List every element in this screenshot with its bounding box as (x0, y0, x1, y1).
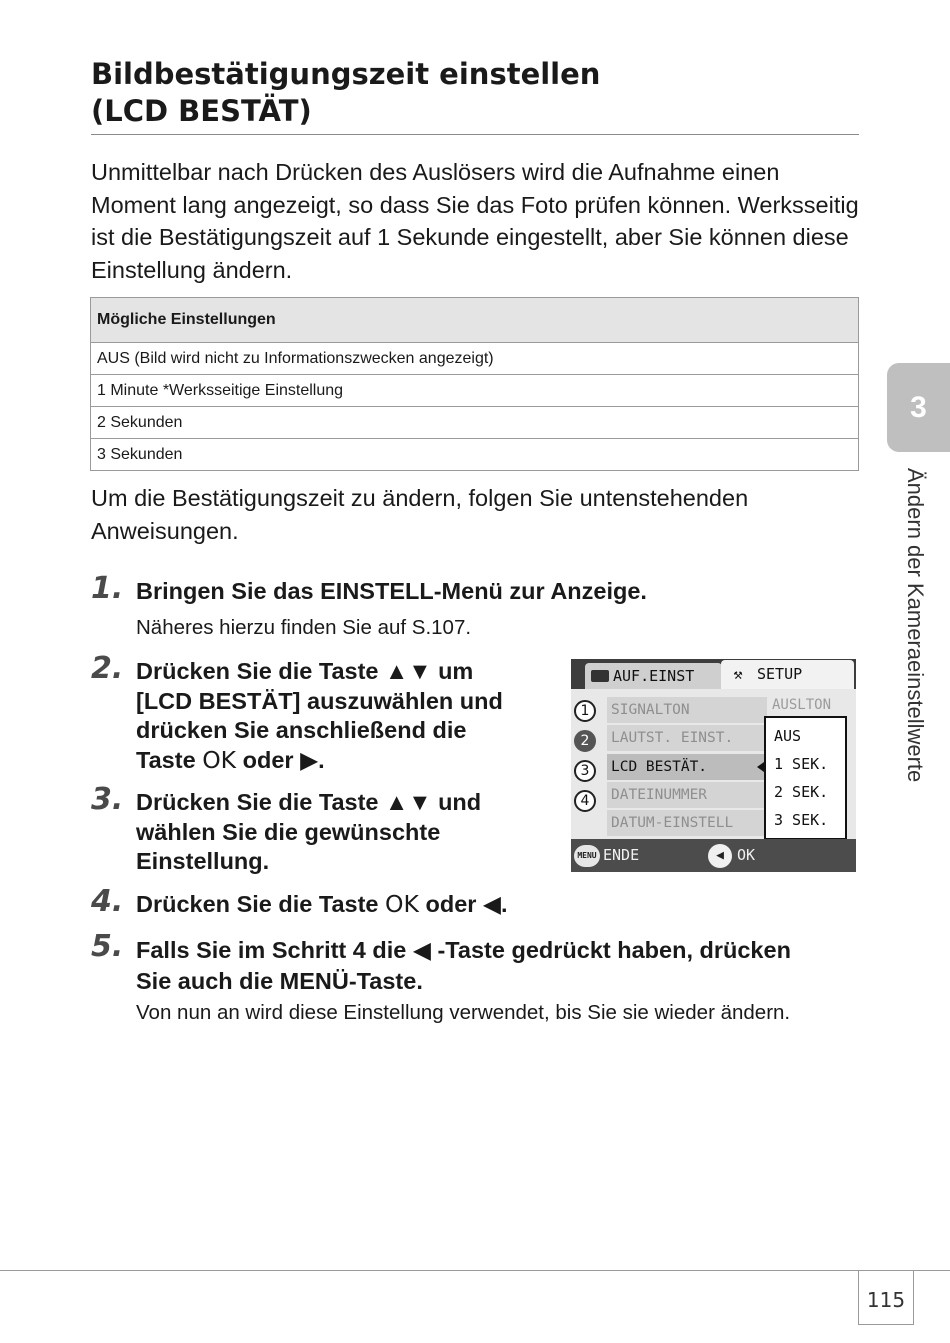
step-number: 2. (91, 651, 124, 686)
chapter-tab (887, 363, 950, 452)
step-text (136, 657, 503, 775)
lcd-ok-label: OK (737, 846, 756, 864)
lcd-menu-item: DATEINUMMER (607, 782, 767, 808)
wrench-icon: ⚒ (733, 665, 743, 683)
step-text-line: Drücken Sie die Taste ▲▼ um (136, 658, 474, 684)
title-divider (91, 134, 859, 135)
lcd-bottom-bar (571, 839, 856, 872)
intro-paragraph: Unmittelbar nach Drücken des Auslösers wird die Aufnahme einen Moment lang angezeigt, so dass Sie das Foto prüfen können. Werksseitig ist die Bestätigungszeit auf 1 Sekunde eingestellt, aber Sie können diese Einstellung ändern. (91, 159, 859, 283)
lcd-menu-item: LAUTST. EINST. (607, 725, 767, 751)
step-text: Bringen Sie das EINSTELL-Menü zur Anzeige. (136, 578, 647, 604)
step-text-line: Drücken Sie die Taste (136, 891, 386, 917)
camera-icon (591, 670, 609, 682)
lcd-page-number: 2 (574, 730, 596, 752)
lcd-menu-item-selected: LCD BESTÄT. (607, 754, 767, 780)
lcd-option: AUS (774, 727, 802, 745)
lcd-page-number: 4 (574, 790, 596, 812)
settings-table (90, 297, 859, 471)
instructions-intro: Um die Bestätigungszeit zu ändern, folgen Sie untenstehenden Anweisungen. (91, 485, 749, 544)
ok-button-label: OK (385, 890, 419, 918)
settings-table-row: 2 Sekunden (91, 407, 859, 439)
step-text-line: Taste (136, 746, 203, 773)
page-title (91, 56, 861, 130)
chapter-number: 3 (910, 391, 927, 424)
step-text (136, 935, 791, 997)
step-number: 3. (91, 782, 124, 817)
page-title-line1: Bildbestätigungszeit einstellen (91, 57, 601, 91)
step-text (136, 788, 481, 877)
settings-table-row: 3 Sekunden (91, 439, 859, 471)
lcd-end-label: ENDE (603, 846, 640, 864)
lcd-faded-value: AUSLTON (772, 697, 832, 713)
settings-table-header: Mögliche Einstellungen (91, 298, 859, 343)
step-text (136, 890, 508, 920)
footer-divider (0, 1270, 950, 1271)
step-text-line: Einstellung. (136, 848, 270, 874)
page-number: 115 (858, 1270, 914, 1325)
lcd-tab-setup (721, 660, 854, 689)
lcd-tab-label: AUF.EINST (613, 667, 695, 685)
lcd-page-number: 1 (574, 700, 596, 722)
chapter-title: Ändern der Kameraeinstellwerte (903, 468, 928, 783)
menu-button-icon: MENU (574, 845, 600, 867)
lcd-option: 2 SEK. (774, 783, 829, 801)
step-text-line: Drücken Sie die Taste ▲▼ und (136, 789, 482, 815)
camera-lcd-screenshot (571, 659, 856, 872)
step-text-line: [LCD BESTÄT] auszuwählen und (136, 687, 503, 714)
lcd-page-number: 3 (574, 760, 596, 782)
ok-button-label: OK (202, 745, 237, 774)
step-text-line: oder ◀. (418, 891, 508, 917)
step-number: 5. (91, 929, 124, 964)
step-text-line: Sie auch die MENÜ-Taste. (136, 968, 423, 994)
left-arrow-button-icon: ◀ (708, 844, 732, 868)
page-title-line2: (LCD BESTÄT) (91, 94, 312, 128)
step-note: Näheres hierzu finden Sie auf S.107. (136, 616, 472, 639)
step-number: 4. (91, 884, 124, 919)
step-text-line: wählen Sie die gewünschte (136, 818, 441, 845)
lcd-tab-label: SETUP (757, 665, 803, 683)
lcd-menu-item: SIGNALTON (607, 697, 767, 723)
lcd-options-box (764, 716, 847, 840)
settings-table-row: 1 Minute *Werksseitige Einstellung (91, 375, 859, 407)
step-note: Von nun an wird diese Einstellung verwendet, bis Sie sie wieder ändern. (136, 1001, 791, 1024)
step-text-line: Falls Sie im Schritt 4 die ◀ -Taste gedrückt haben, drücken (136, 937, 791, 963)
lcd-option: 3 SEK. (774, 811, 829, 829)
selection-pointer-icon (757, 762, 764, 772)
step-number: 1. (91, 571, 124, 606)
step-text-line: drücken Sie anschließend die (136, 717, 467, 743)
lcd-option-selected: 1 SEK. (774, 755, 829, 773)
step-text-line: oder ▶. (236, 746, 325, 773)
settings-table-row: AUS (Bild wird nicht zu Informationszwecken angezeigt) (91, 343, 859, 375)
lcd-tab-shooting (585, 663, 722, 689)
lcd-menu-item: DATUM-EINSTELL (607, 810, 767, 836)
